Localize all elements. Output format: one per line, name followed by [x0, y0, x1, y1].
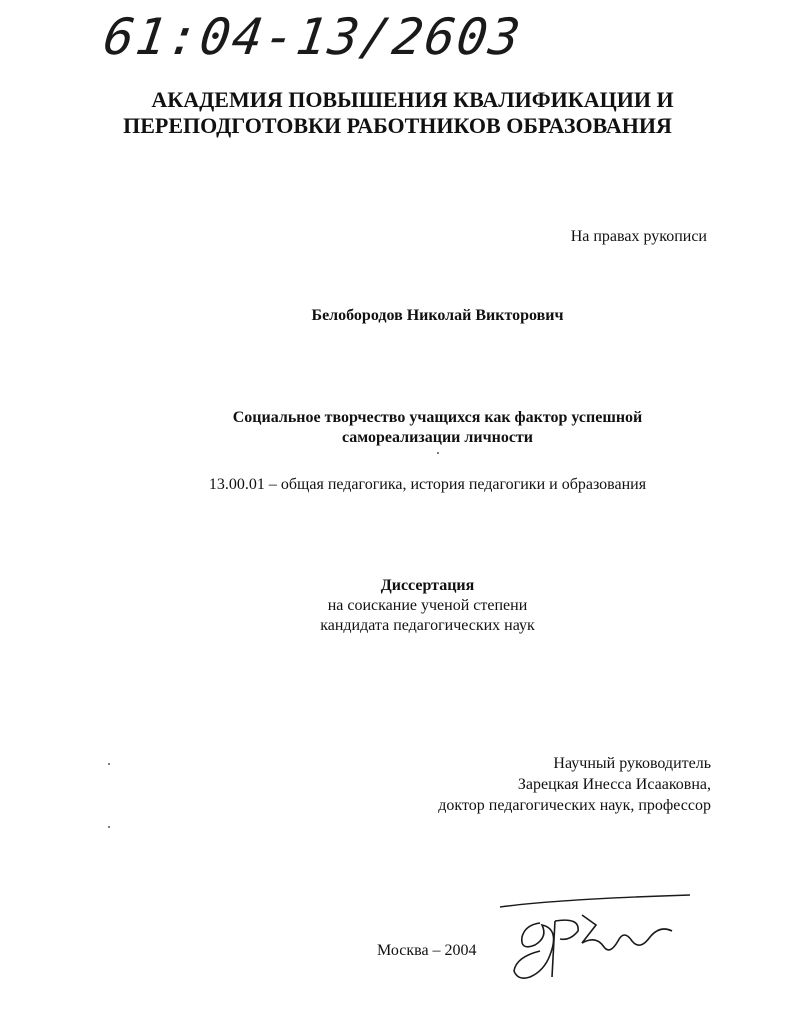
- dissertation-title: [0, 408, 795, 448]
- supervisor-title: доктор педагогических наук, профессор: [438, 797, 711, 814]
- scan-speck: [108, 763, 110, 765]
- institution-name: [0, 87, 795, 139]
- author-name: Белобородов Николай Викторович: [311, 307, 564, 324]
- supervisor-block: [438, 753, 711, 816]
- degree-line-2: кандидата педагогических наук: [320, 617, 535, 634]
- manuscript-note: На правах рукописи: [570, 228, 707, 245]
- archive-code-handwritten: 61:04-13/2603: [99, 8, 526, 66]
- work-type: Диссертация: [380, 577, 475, 594]
- institution-line-1: АКАДЕМИЯ ПОВЫШЕНИЯ КВАЛИФИКАЦИИ И: [151, 87, 674, 112]
- scan-speck: [108, 826, 110, 828]
- institution-line-2: ПЕРЕПОДГОТОВКИ РАБОТНИКОВ ОБРАЗОВАНИЯ: [123, 113, 672, 138]
- degree-line-1: на соискание ученой степени: [327, 597, 528, 614]
- supervisor-label: Научный руководитель: [553, 755, 711, 772]
- signature-icon: [500, 885, 700, 985]
- degree-block: [0, 576, 795, 636]
- scan-speck: [437, 452, 439, 454]
- title-line-2: самореализации личности: [341, 429, 534, 446]
- title-line-1: Социальное творчество учащихся как фактор успешной: [232, 409, 643, 426]
- city-year: Москва – 2004: [377, 942, 477, 959]
- specialty-code: 13.00.01 – общая педагогика, история педагогики и образования: [208, 476, 647, 493]
- supervisor-name: Зарецкая Инесса Исааковна,: [517, 776, 711, 793]
